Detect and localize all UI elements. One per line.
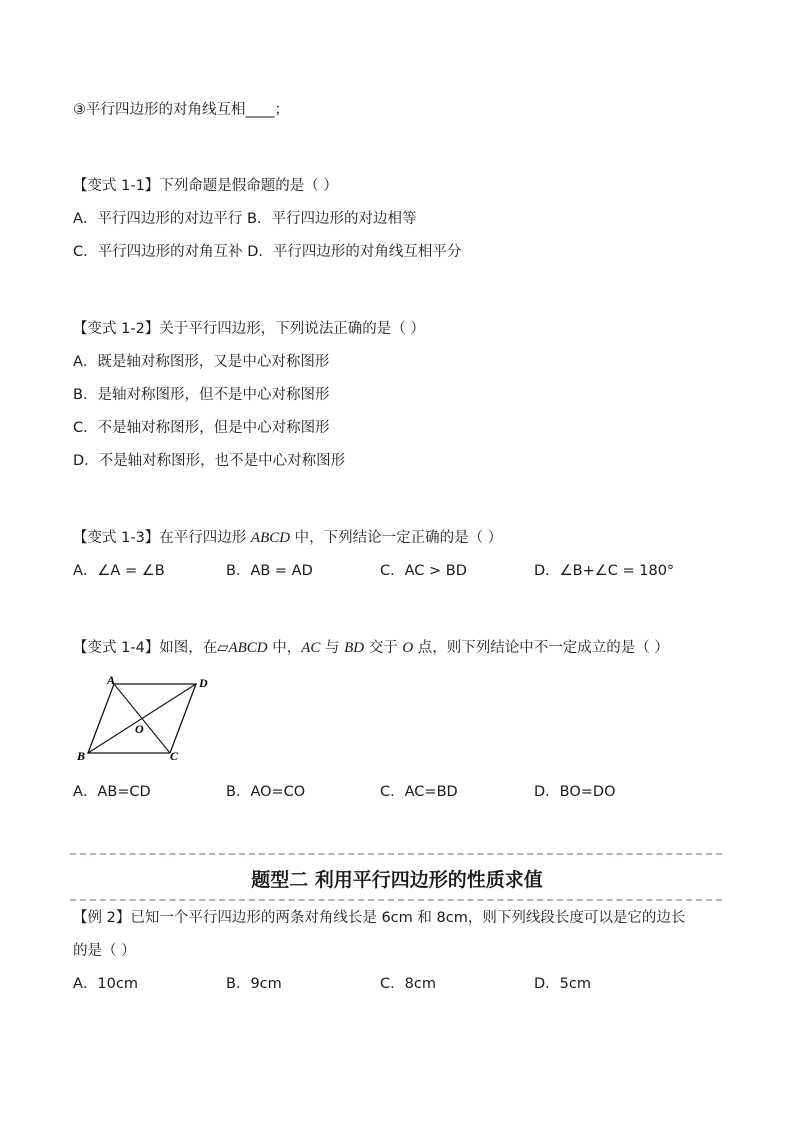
center-label-o: O (135, 722, 144, 736)
variant-1-4-option-d: D．BO=DO (534, 784, 616, 800)
question-text: 关于平行四边形，下列说法正确的是（ ） (159, 321, 425, 337)
variant-1-3-option-c: C．AC > BD (380, 563, 467, 579)
section-divider-top (70, 853, 722, 855)
variant-1-4-option-a: A．AB=CD (73, 784, 151, 800)
variant-tag: 【变式 1-1】 (73, 178, 160, 194)
question-text: 下列命题是假命题的是（ ） (159, 178, 338, 194)
variant-1-3-stem (73, 528, 502, 548)
example-2-option-c: C．8cm (380, 976, 436, 992)
section-divider-bottom (70, 899, 722, 901)
section-title: 题型二 利用平行四边形的性质求值 (251, 869, 543, 891)
example-2-stem-line-1 (73, 908, 685, 928)
vertex-label-d: D (199, 676, 208, 690)
variant-1-4-option-b: B．AO=CO (226, 784, 306, 800)
diagonal-bd (88, 684, 196, 753)
vertex-label-a: A (107, 673, 116, 687)
question-text: 已知一个平行四边形的两条对角线长是 6cm 和 8cm，则下列线段长度可以是它的边长 (130, 910, 686, 926)
vertex-label-b: B (77, 749, 86, 763)
variant-1-3-option-d: D．∠B+∠C = 180° (534, 563, 675, 579)
example-tag: 【例 2】 (73, 910, 131, 926)
variant-tag: 【变式 1-2】 (73, 321, 160, 337)
parallelogram-figure (74, 672, 224, 768)
example-2-option-b: B．9cm (226, 976, 282, 992)
math-var: ABCD (250, 530, 291, 546)
question-text: 中，下列结论一定正确的是（ ） (290, 530, 503, 546)
variant-1-2-option-d: D．不是轴对称图形，也不是中心对称图形 (73, 453, 346, 469)
variant-tag: 【变式 1-3】 (73, 530, 160, 546)
example-2-stem-line-2: 的是（ ） (73, 943, 136, 959)
math-var: AC (301, 640, 321, 656)
variant-1-2-stem (73, 319, 425, 339)
variant-1-4-option-c: C．AC=BD (380, 784, 458, 800)
variant-1-1-options-row-2: C．平行四边形的对角互补 D．平行四边形的对角线互相平分 (73, 244, 462, 260)
variant-1-2-option-c: C．不是轴对称图形，但是中心对称图形 (73, 420, 330, 436)
example-2-option-a: A．10cm (73, 976, 138, 992)
example-2-option-d: D．5cm (534, 976, 591, 992)
variant-1-4-stem: 【变式 1-4】如图，在▱ABCD 中，AC 与 BD 交于 O 点，则下列结论中不一定成立的是（ ） (73, 640, 669, 656)
variant-1-1-stem (73, 176, 338, 196)
math-var: BD (344, 640, 365, 656)
variant-tag: 【变式 1-4】 (73, 640, 160, 656)
q-diagonal-blank: ③平行四边形的对角线互相____； (73, 102, 289, 118)
variant-1-3-option-b: B．AB = AD (226, 563, 313, 579)
vertex-label-c: C (170, 749, 179, 763)
variant-1-1-options-row-1: A．平行四边形的对边平行 B．平行四边形的对边相等 (73, 211, 417, 227)
math-var: O (402, 640, 414, 656)
variant-1-2-option-a: A．既是轴对称图形，又是中心对称图形 (73, 354, 330, 370)
question-text: 在平行四边形 (159, 530, 251, 546)
math-var: ABCD (228, 640, 268, 656)
variant-1-3-option-a: A．∠A = ∠B (73, 563, 165, 579)
variant-1-2-option-b: B．是轴对称图形，但不是中心对称图形 (73, 387, 330, 403)
